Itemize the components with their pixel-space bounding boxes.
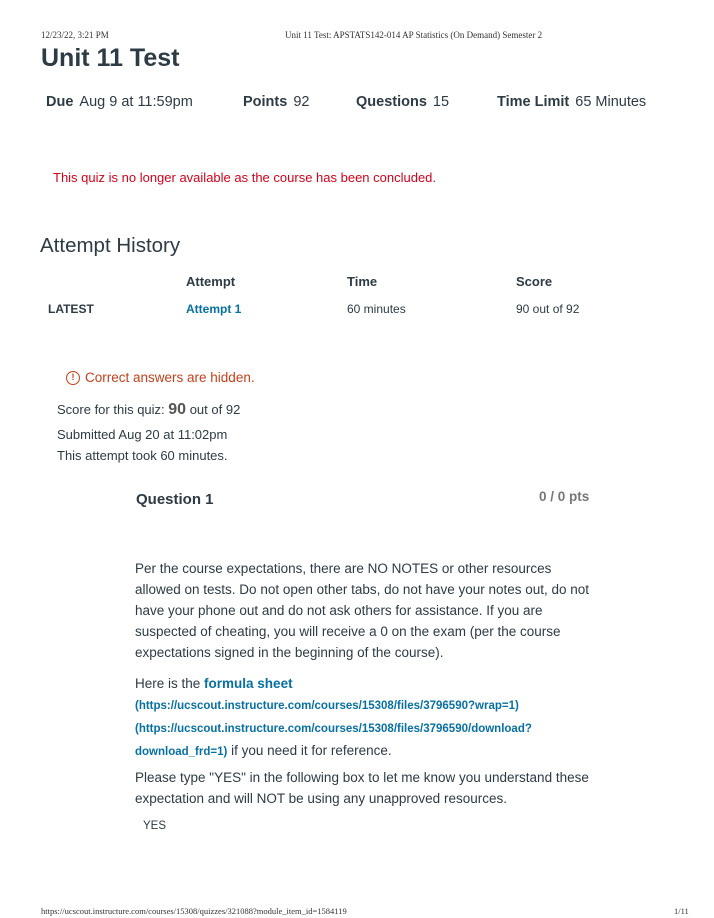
formula-sheet-link[interactable]: formula sheet (204, 676, 293, 691)
formula-prefix: Here is the (135, 676, 201, 691)
points-value: 92 (293, 94, 310, 110)
quiz-unavailable-notice: This quiz is no longer available as the course has been concluded. (53, 170, 437, 185)
attempt-score: 90 out of 92 (516, 302, 580, 316)
question-paragraph-3 (135, 767, 590, 809)
warning-text: Correct answers are hidden. (85, 370, 255, 385)
attempt-history-heading: Attempt History (40, 234, 181, 257)
due-label: Due (46, 94, 74, 110)
print-page-number: 1/11 (674, 906, 689, 916)
time-limit-value: 65 Minutes (575, 94, 647, 110)
submitted-text: Submitted Aug 20 at 11:02pm (57, 427, 228, 442)
exclamation-circle-icon: ! (66, 371, 80, 385)
formula-sheet-url[interactable]: (https://ucscout.instructure.com/courses/15308/files/3796590?wrap=1) (135, 700, 519, 712)
points-label: Points (243, 94, 288, 110)
time-limit-label: Time Limit (497, 94, 570, 110)
question-paragraph-2 (135, 673, 590, 763)
due-info (46, 94, 193, 110)
formula-download-url-line-1[interactable]: (https://ucscout.instructure.com/courses/15308/files/3796590/download? (135, 723, 532, 735)
score-suffix: out of 92 (189, 402, 241, 417)
questions-label: Questions (356, 94, 427, 110)
column-header-time: Time (347, 274, 378, 289)
answer-text: YES (143, 820, 167, 832)
questions-info (356, 94, 449, 110)
question-points: 0 / 0 pts (539, 489, 590, 504)
print-footer-url: https://ucscout.instructure.com/courses/15308/quizzes/321088?module_item_id=1584119 (41, 906, 347, 916)
questions-value: 15 (432, 94, 450, 110)
page-title: Unit 11 Test (41, 44, 180, 72)
formula-suffix: if you need it for reference. (231, 743, 392, 758)
print-datetime: 12/23/22, 3:21 PM (41, 30, 109, 40)
attempt-time: 60 minutes (347, 302, 406, 316)
instruction-text: Please type "YES" in the following box to let me know you understand these expectation and will NOT be using any unapproved resources. (135, 770, 589, 806)
column-header-score: Score (516, 274, 553, 289)
latest-tag: LATEST (48, 302, 94, 316)
score-value: 90 (168, 401, 187, 418)
question-title: Question 1 (136, 491, 214, 508)
points-info (243, 94, 309, 110)
due-value: Aug 9 at 11:59pm (79, 94, 193, 110)
question-text: Per the course expectations, there are NO NOTES or other resources allowed on tests. Do not open other tabs, do not have your notes out, do not have your phone out and do not ask others for assistance. If you are suspected of cheating, you will receive a 0 on the exam (per the course expectations signed in the beginning of the course). (135, 561, 590, 660)
attempt-1-link[interactable]: Attempt 1 (186, 302, 242, 316)
attempt-duration-text: This attempt took 60 minutes. (57, 448, 228, 463)
formula-download-url-line-2[interactable]: download_frd=1) (135, 746, 228, 758)
score-prefix: Score for this quiz: (57, 402, 165, 417)
time-limit-info (497, 94, 646, 110)
column-header-attempt: Attempt (186, 274, 236, 289)
print-page-title: Unit 11 Test: APSTATS142-014 AP Statistics (On Demand) Semester 2 (285, 30, 543, 40)
question-paragraph-1 (135, 558, 590, 663)
quiz-score (57, 401, 240, 419)
answers-hidden-warning (66, 370, 255, 385)
